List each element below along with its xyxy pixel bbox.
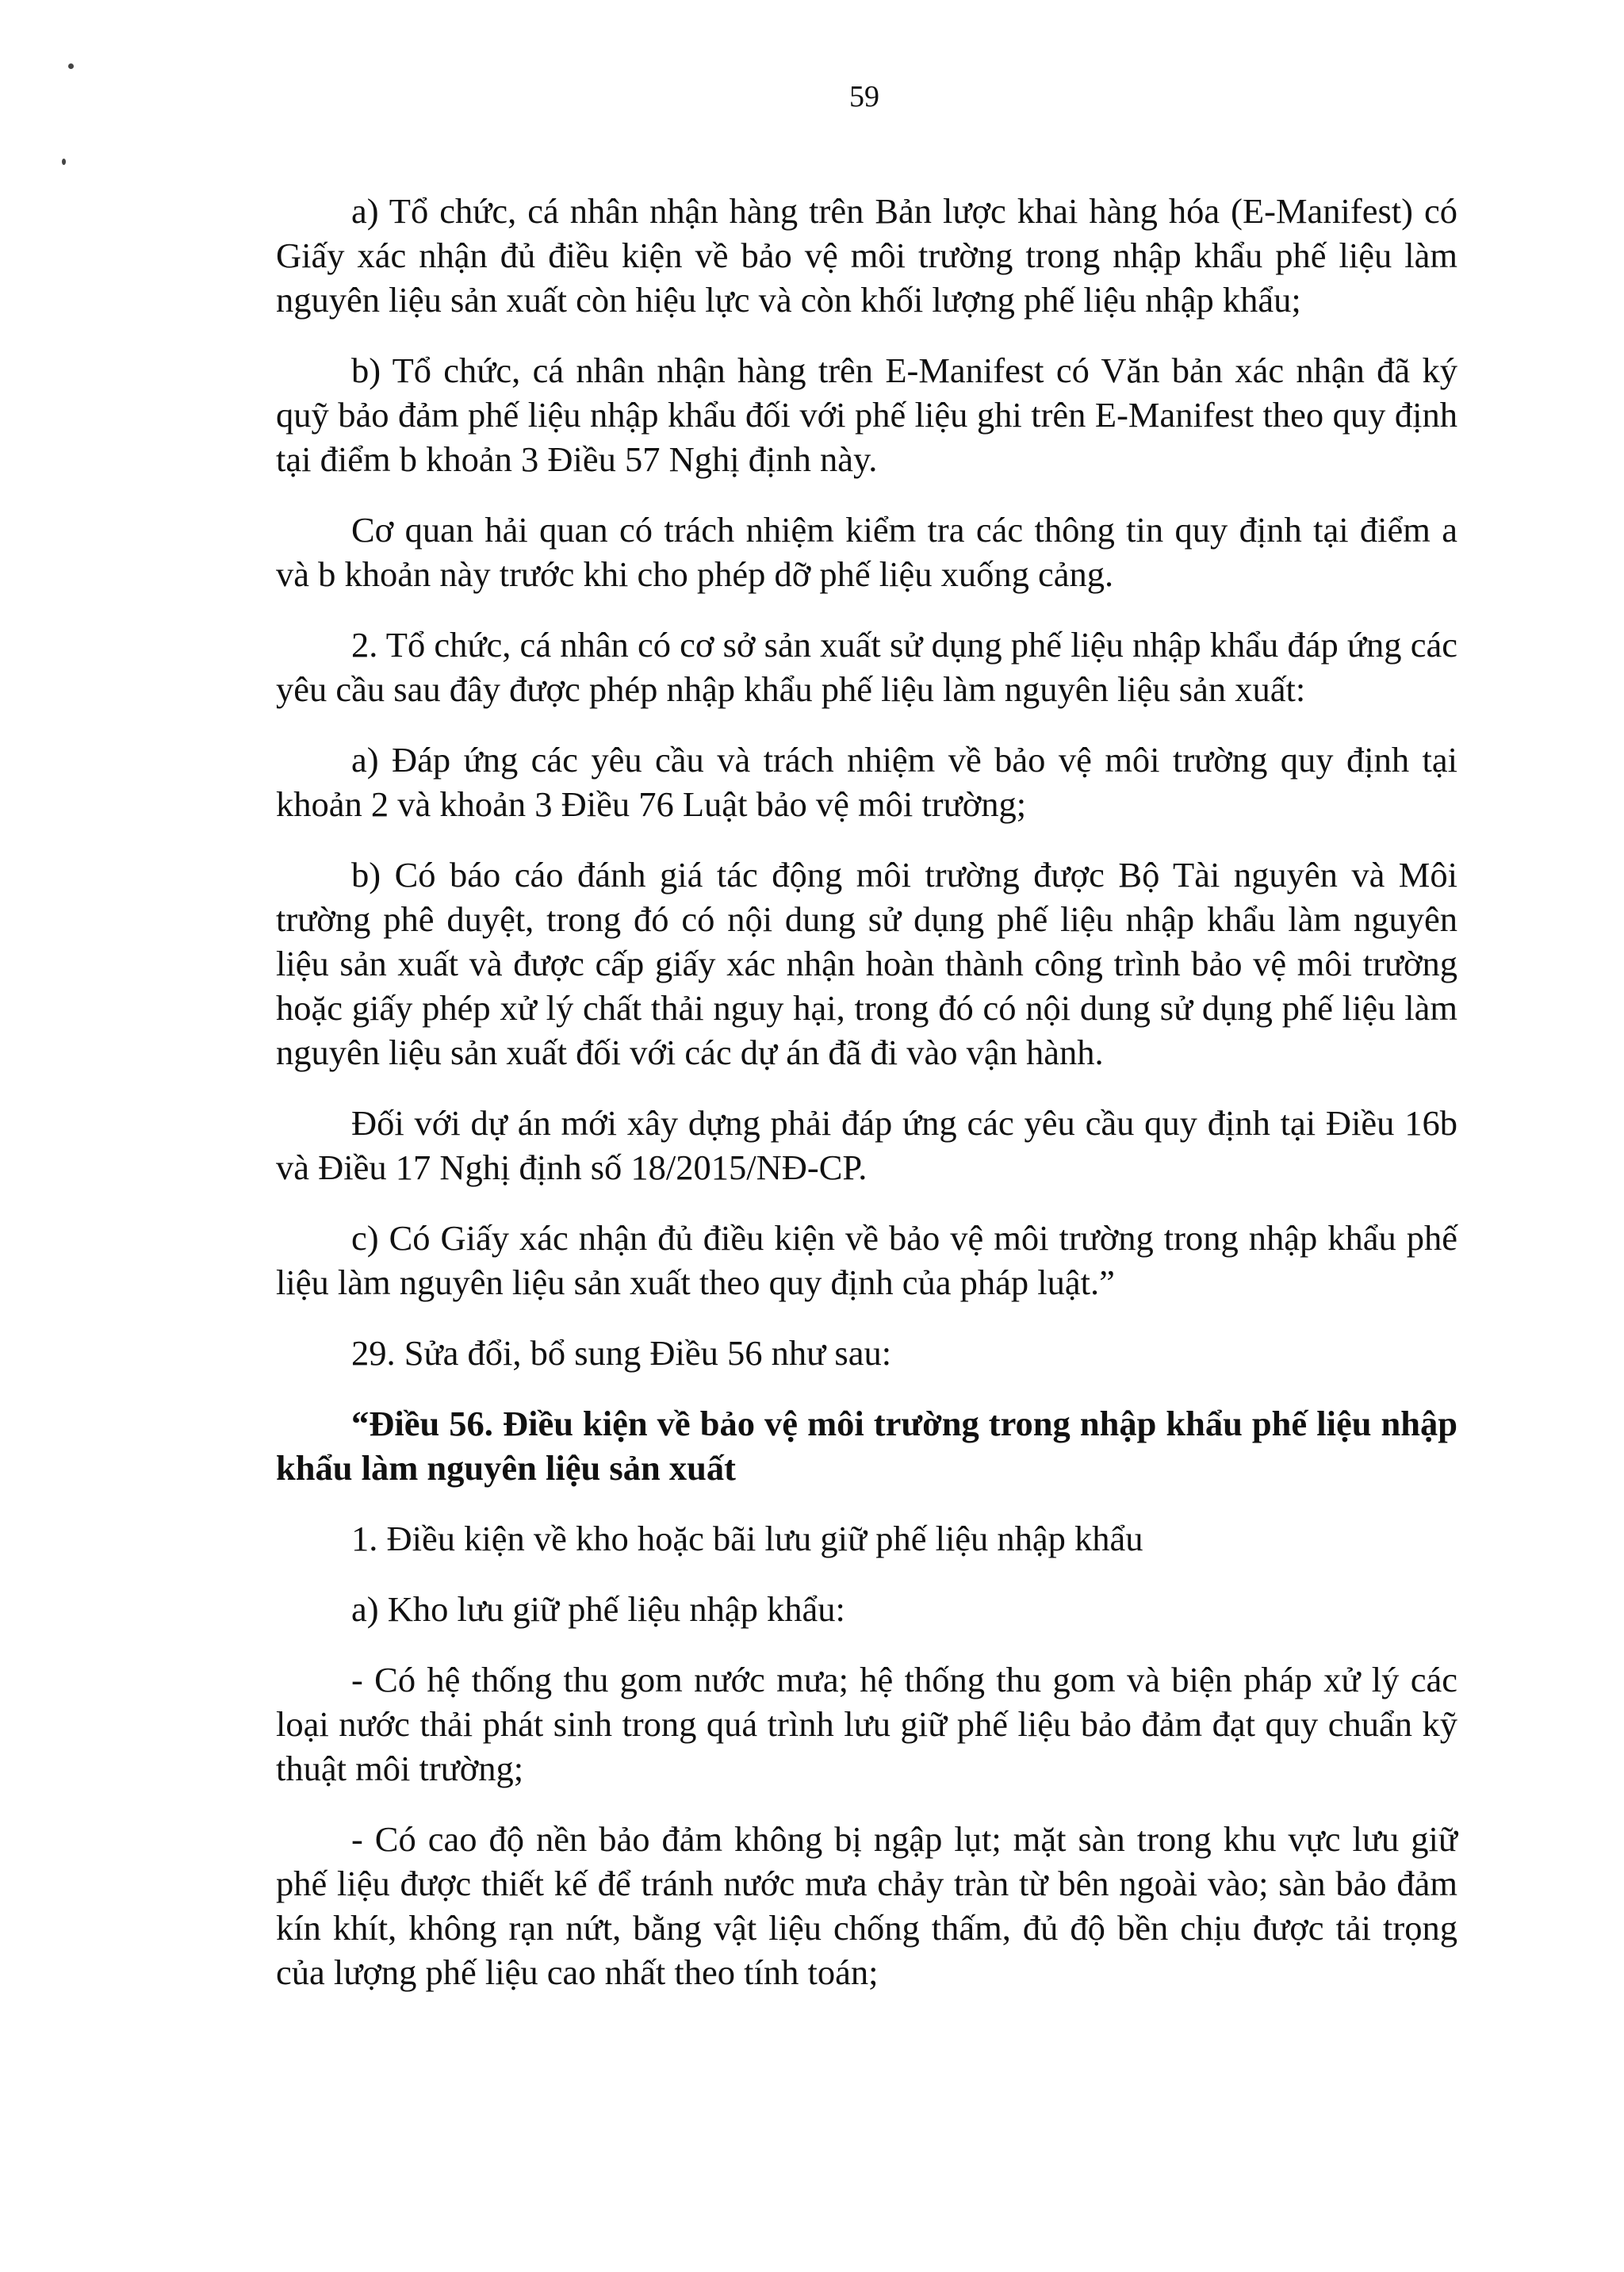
paragraph-clause-2b: b) Có báo cáo đánh giá tác động môi trường được Bộ Tài nguyên và Môi trường phê duyệt, trong đó có nội dung sử dụng phế liệu nhập khẩu làm nguyên liệu sản xuất và được cấp giấy xác nhận hoàn thành công trình bảo vệ môi trường hoặc giấy phép xử lý chất thải nguy hại, trong đó có nội dung sử dụng phế liệu làm nguyên liệu sản xuất đối với các dự án đã đi vào vận hành. — [276, 855, 1457, 1072]
paragraph-bullet-floor: - Có cao độ nền bảo đảm không bị ngập lụt; mặt sàn trong khu vực lưu giữ phế liệu được thiết kế để tránh nước mưa chảy tràn từ bên ngoài vào; sàn bảo đảm kín khít, không rạn nứt, bằng vật liệu chống thấm, đủ độ bền chịu được tải trọng của lượng phế liệu cao nhất theo tính toán; — [276, 1819, 1457, 1992]
scan-speck — [62, 159, 66, 165]
page-number: 59 — [849, 80, 879, 113]
document-body — [276, 189, 1457, 2021]
paragraph-customs: Cơ quan hải quan có trách nhiệm kiểm tra các thông tin quy định tại điểm a và b khoản này trước khi cho phép dỡ phế liệu xuống cảng. — [276, 510, 1457, 594]
paragraph-clause-2a: a) Đáp ứng các yêu cầu và trách nhiệm về bảo vệ môi trường quy định tại khoản 2 và khoản 3 Điều 76 Luật bảo vệ môi trường; — [276, 740, 1457, 824]
paragraph-clause-2c: c) Có Giấy xác nhận đủ điều kiện về bảo vệ môi trường trong nhập khẩu phế liệu làm nguyên liệu sản xuất theo quy định của pháp luật.” — [276, 1218, 1457, 1302]
article-56-heading: “Điều 56. Điều kiện về bảo vệ môi trường trong nhập khẩu phế liệu nhập khẩu làm nguyên liệu sản xuất — [276, 1404, 1457, 1488]
paragraph-a-manifest: a) Tổ chức, cá nhân nhận hàng trên Bản lược khai hàng hóa (E-Manifest) có Giấy xác nhận đủ điều kiện về bảo vệ môi trường trong nhập khẩu phế liệu làm nguyên liệu sản xuất còn hiệu lực và còn khối lượng phế liệu nhập khẩu; — [276, 191, 1457, 320]
paragraph-condition-1: 1. Điều kiện về kho hoặc bãi lưu giữ phế liệu nhập khẩu — [351, 1519, 1143, 1558]
paragraph-warehouse-a: a) Kho lưu giữ phế liệu nhập khẩu: — [351, 1589, 845, 1629]
scan-speck — [68, 63, 74, 69]
paragraph-clause-2: 2. Tổ chức, cá nhân có cơ sở sản xuất sử dụng phế liệu nhập khẩu đáp ứng các yêu cầu sau đây được phép nhập khẩu phế liệu làm nguyên liệu sản xuất: — [276, 625, 1457, 709]
paragraph-b-manifest: b) Tổ chức, cá nhân nhận hàng trên E-Manifest có Văn bản xác nhận đã ký quỹ bảo đảm phế liệu nhập khẩu đối với phế liệu ghi trên E-Manifest theo quy định tại điểm b khoản 3 Điều 57 Nghị định này. — [276, 351, 1457, 479]
paragraph-bullet-rainwater: - Có hệ thống thu gom nước mưa; hệ thống thu gom và biện pháp xử lý các loại nước thải phát sinh trong quá trình lưu giữ phế liệu bảo đảm đạt quy chuẩn kỹ thuật môi trường; — [276, 1660, 1457, 1788]
paragraph-new-projects: Đối với dự án mới xây dựng phải đáp ứng các yêu cầu quy định tại Điều 16b và Điều 17 Nghị định số 18/2015/NĐ-CP. — [276, 1103, 1457, 1187]
paragraph-item-29: 29. Sửa đổi, bổ sung Điều 56 như sau: — [351, 1333, 892, 1373]
